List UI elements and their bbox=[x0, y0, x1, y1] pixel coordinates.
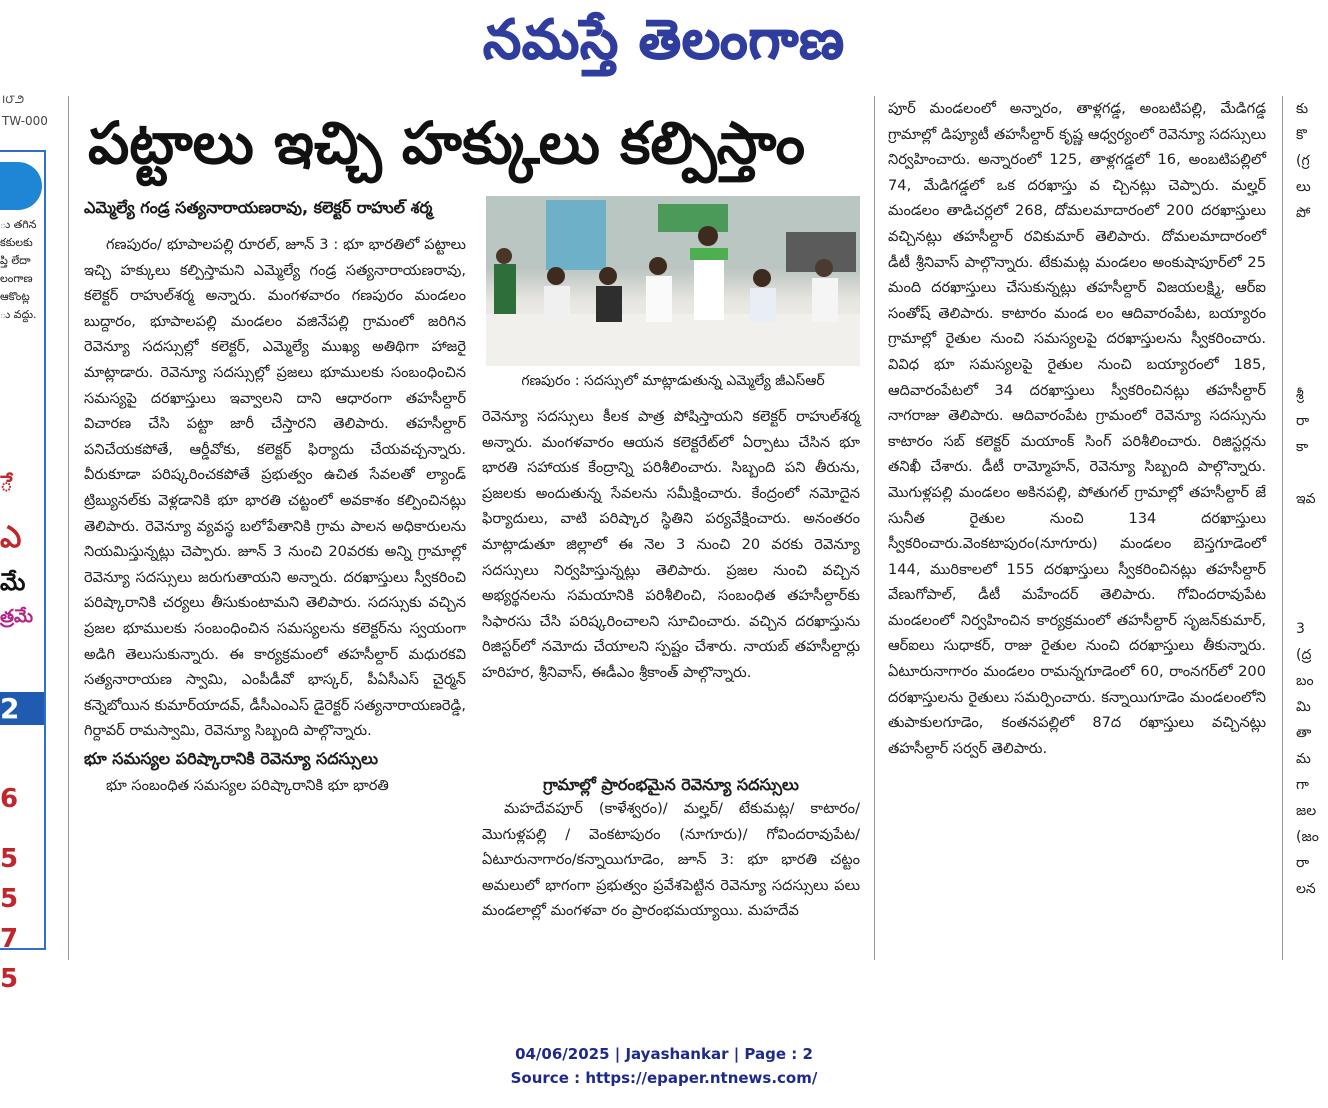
ad-line: ు తగిన bbox=[0, 218, 37, 231]
article-headline: పట్టాలు ఇచ్చి హక్కులు కల్పిస్తాం bbox=[88, 109, 806, 177]
fragment-line bbox=[1296, 538, 1328, 564]
fragment-line: కు bbox=[1296, 101, 1309, 117]
fragment-line bbox=[1296, 512, 1328, 538]
fragment-line bbox=[1296, 226, 1328, 252]
fragment-line: (జం bbox=[1296, 829, 1319, 845]
fragment-line: జల bbox=[1296, 803, 1317, 819]
photo-caption: గణపురం : సదస్సులో మాట్లాడుతున్న ఎమ్మెల్యే జీఎస్‌ఆర్ bbox=[521, 373, 825, 389]
fragment-line bbox=[1296, 278, 1328, 304]
ad-big-text: 5 bbox=[0, 884, 19, 914]
adjacent-article-fragment bbox=[1296, 96, 1328, 966]
column-divider bbox=[68, 96, 69, 960]
ad-big-text: 5 bbox=[0, 844, 19, 874]
fragment-line bbox=[1296, 304, 1328, 330]
fragment-line bbox=[1296, 330, 1328, 356]
fragment-line bbox=[1296, 590, 1328, 616]
ad-big-text: 7 bbox=[0, 924, 19, 954]
ad-big-text: 5 bbox=[0, 964, 19, 994]
article-subheading: గ్రామాల్లో ప్రారంభమైన రెవెన్యూ సదస్సులు bbox=[543, 775, 799, 794]
ad-line: ప్తి లేదా bbox=[0, 254, 31, 267]
ad-big-text: ఎ bbox=[0, 520, 22, 555]
article-column-3 bbox=[888, 96, 1266, 966]
footer-source-url: Source : https://epaper.ntnews.com/ bbox=[510, 1069, 818, 1087]
fragment-line: బం bbox=[1296, 673, 1314, 689]
fragment-line: తా bbox=[1296, 725, 1312, 741]
footer-date-edition: 04/06/2025 | Jayashankar | Page : 2 bbox=[515, 1045, 813, 1063]
masthead-logo: నమస్తే తెలంగాణ bbox=[483, 8, 845, 71]
ad-big-text: ే bbox=[0, 472, 13, 497]
fragment-line: మ bbox=[1296, 751, 1311, 767]
edition-number: ౹౮౨ bbox=[2, 92, 25, 106]
ad-big-text: 6 bbox=[0, 784, 19, 814]
fragment-line: మి bbox=[1296, 699, 1311, 715]
fragment-line: (గ్ర bbox=[1296, 153, 1310, 169]
article-column-1 bbox=[84, 232, 466, 962]
fragment-line: లన bbox=[1296, 881, 1316, 897]
fragment-line: కొ bbox=[1296, 127, 1307, 143]
article-paragraph: గణపురం/ భూపాలపల్లి రూరల్, జూన్ 3 : భూ భారతిలో పట్టాలు ఇచ్చి హక్కులు కల్పిస్తామని ఎమ్మెల్యే గండ్ర సత్యనారాయణరావు, కలెక్టర్ రాహుల్‌శర్మ అన్నారు. మంగళవారం గణపురం మండలం బుద్దారం, భూపాలపల్లి మండలం వజినేపల్లి గ్రామంలో జరిగిన రెవెన్యూ సదస్సుల్లో కలెక్టర్, ఎమ్మెల్యే ముఖ్య అతిథిగా హాజరై మాట్లాడారు. రెవెన్యూ సదస్సుల్లో ప్రజలు భూములకు సంబంధించిన సమస్యపై దరఖాస్తులు ఇవ్వాలని దాని ఆధారంగా తహసీల్దార్ విచారణ చేసి పట్టా జారీ చేస్తారని తెలిపారు. తహసీల్దార్ పనిచేయకపోతే, ఆర్డీవోకు, కలెక్టర్ ఫిర్యాదు చేయవచ్చన్నారు. వీరుకూడా పరిష్కరించకపోతే ప్రభుత్వం ఉచిత సేవలతో ల్యాండ్ ట్రిబ్యునల్‌కు వెళ్లడానికి భూ భారతి చట్టంలో అవకాశం కల్పించినట్లు తెలిపారు. రెవెన్యూ వ్యవస్థ బలోపేతానికి గ్రామ పాలన అధికారులను నియమిస్తున్నట్లు చెప్పారు. జూన్ 3 నుంచి 20వరకు అన్ని గ్రామాల్లో రెవెన్యూ సదస్సులు జరుగుతాయని అన్నారు. దరఖాస్తులు స్వీకరించి పరిష్కారానికి చర్యలు తీసుకుంటామని తెలిపారు. సదస్సుకు వచ్చిన ప్రజల భూములకు సంబంధించిన సమస్యలను కలెక్టర్‌ను స్వయంగా అడిగి తెలుసుకున్నారు. ఈ కార్యక్రమంలో తహసీల్దార్ మధురకవి సత్యనారాయణ స్వామి, ఎంపీడీవో భాస్కర్, పీఏసీఎస్ చైర్మన్ కన్నెబోయిన కుమార్‌యాదవ్, డీసీఎంఎస్ డైరెక్టర్ సత్యనారాయణరెడ్డి, గిర్దావర్ రామస్వామి, రెవెన్యూ సిబ్బంది పాల్గొన్నారు. bbox=[84, 236, 466, 740]
page-footer bbox=[0, 1042, 1328, 1090]
ad-line: లంగాణ bbox=[0, 272, 33, 285]
column-divider bbox=[1282, 96, 1283, 960]
fragment-line bbox=[1296, 356, 1328, 382]
edition-code: TW-000 bbox=[2, 114, 48, 128]
article-paragraph: మహదేవపూర్ (కాళేశ్వరం)/ మల్హర్/ టేకుమట్ల/ కాటారం/ మొగుళ్లపల్లి / వెంకటాపురం (నూగూరు)/ గోవిందరావుపేట/ ఏటూరునాగారం/కన్నాయిగూడెం, జూన్ 3: భూ భారతి చట్టం అమలులో భాగంగా ప్రభుత్వం ప్రవేశపెట్టిన రెవెన్యూ సదస్సులు పలు మండలాల్లో మంగళవా రం ప్రారంభమయ్యాయి. మహదేవ bbox=[482, 800, 860, 920]
fragment-line: ఇవ bbox=[1296, 491, 1316, 507]
fragment-line: రా bbox=[1296, 855, 1310, 871]
article-paragraph: రెవెన్యూ సదస్సులు కీలక పాత్ర పోషిస్తాయని కలెక్టర్ రాహుల్‌శర్మ అన్నారు. మంగళవారం ఆయన కలెక్టరేట్‌లో ఏర్పాటు చేసిన భూ భారతి సహాయక కేంద్రాన్ని పరిశీలించారు. సిబ్బంది పని తీరును, ప్రజలకు అందుతున్న సేవలను సమీక్షించారు. కేంద్రంలో నమోదైన ఫిర్యాదులు, వాటి పరిష్కార స్థితిని పర్యవేక్షించారు. అనంతరం మాట్లాడుతూ జిల్లాలో ఈ నెల 3 నుంచి 20 వరకు రెవెన్యూ సదస్సులు నిర్వహిస్తున్నట్లు తెలిపారు. ప్రజల నుంచి వచ్చిన అభ్యర్థనలను సమయానికి పరిశీలించి, సంబంధిత తహసీల్దార్‌కు సిఫారసు చేసి పరిష్కరించాలని సూచించారు. వచ్చిన దరఖాస్తును రిజిస్టర్‌లో నమోదు చేయాలని స్పష్టం చేశారు. నాయబ్ తహసీల్దార్లు హరిహర, శ్రీనివాస్, ఈడీఎం శ్రీకాంత్ పాల్గొన్నారు. bbox=[482, 408, 860, 681]
fragment-line bbox=[1296, 564, 1328, 590]
fragment-line: (ద్ర bbox=[1296, 647, 1312, 663]
fragment-line: రా bbox=[1296, 413, 1310, 429]
article-photo bbox=[486, 196, 860, 366]
fragment-line: 3 bbox=[1296, 621, 1305, 637]
fragment-line bbox=[1296, 460, 1328, 486]
ad-line: కకులకు bbox=[0, 236, 33, 249]
ad-line: ు వద్దు. bbox=[0, 308, 37, 321]
article-paragraph: పూర్ మండలంలో అన్నారం, తాళ్లగడ్డ, అంబటిపల్లి, మేడిగడ్డ గ్రామాల్లో డిప్యూటీ తహసీల్దార్ కృష్ణ ఆధ్వర్యంలో రెవెన్యూ సదస్సులు నిర్వహించారు. అన్నారంలో 125, తాళ్లగడ్డలో 16, అంబటిపల్లిలో 74, మేడిగడ్డలో ఒక దరఖాస్తు వ చ్చినట్లు చెప్పారు. మల్హర్ మండలం తాడిచర్లలో 268, దోమలమాదారంలో 200 దరఖాస్తులు వచ్చినట్లు తహసీల్దార్ రవికుమార్ తెలిపారు. దోమలమాదారంలో డీటీ శ్రీనివాస్ పాల్గొన్నారు. టేకుమట్ల మండలం అంకుషాపూర్‌లో 25 మంది దరఖాస్తులు చేసుకున్నట్లు తహసీల్దార్ విజయలక్ష్మి, ఆర్ఐ సంతోష్ తెలిపారు. కాటారం మండ లం ఆదివారంపేట, బయ్యారం గ్రామాల్లో రైతుల నుంచి సమస్యలపై దరఖాస్తులను స్వీకరించారు. వివిధ భూ సమస్యలపై రైతుల నుంచి బయ్యారంలో 185, ఆదివారంపేటలో 34 దరఖాస్తులు స్వీకరించినట్లు తహసీల్దార్ నాగరాజు తెలిపారు. ఆదివారంపేట గ్రామంలో రెవెన్యూ సదస్సును కాటారం సబ్ కలెక్టర్ మయాంక్ సింగ్ పరిశీలించారు. రిజిస్టర్లను తనిఖీ చేశారు. డీటీ రామ్మోహన్, రెవెన్యూ సిబ్బంది పాల్గొన్నారు. మొగుళ్లపల్లి మండలం అకినపల్లి, పోతుగల్ గ్రామాల్లో తహసీల్దార్ జే సునీత రైతుల నుంచి 134 దరఖాస్తులు స్వీకరించారు.వెంకటాపురం(నూగూరు) మండలం బెస్తగూడెంలో 144, మురికాలలో 155 దరఖాస్తులు స్వీకరించినట్లు తహసీల్దార్ వేణుగోపాల్, డీటీ మహేందర్ తెలిపారు. గోవిందరావుపేట మండలంలో నిర్వహించిన కార్యక్రమంలో తహసీల్దార్ సృజన్‌కుమార్, ఆర్ఐలు సుధాకర్, రాజు రైతుల నుంచి దరఖాస్తులు తీకున్నారు. ఏటూరునాగారం మండలం రామన్నగూడెంలో 60, రాంనగర్‌లో 200 దరఖాస్తులను రైతులు సమర్పించారు. కన్నాయిగూడెం మండలంలోని తుపాకులగూడెం, కంతనపల్లిలో 87ద రఖాస్తులు వచ్చినట్లు తహసీల్దార్ సర్వర్ తెలిపారు. bbox=[888, 100, 1266, 757]
fragment-line: శ్రీ bbox=[1296, 387, 1304, 403]
fragment-line: లు bbox=[1296, 179, 1311, 195]
ad-graphic bbox=[0, 162, 42, 210]
column-divider bbox=[874, 96, 875, 960]
article-byline: ఎమ్మెల్యే గండ్ర సత్యనారాయణరావు, కలెక్టర్ రాహుల్ శర్మ bbox=[84, 198, 433, 217]
fragment-line: పో bbox=[1296, 205, 1311, 221]
article-subheading: భూ సమస్యల పరిష్కారానికి రెవెన్యూ సదస్సులు bbox=[84, 748, 378, 768]
fragment-line bbox=[1296, 252, 1328, 278]
advertisement-box bbox=[0, 150, 46, 994]
fragment-line: గా bbox=[1296, 777, 1309, 793]
article-column-2-lower bbox=[482, 796, 860, 966]
left-adjacent-column bbox=[0, 92, 52, 994]
fragment-line: కా bbox=[1296, 439, 1309, 455]
photo-illustration bbox=[486, 196, 860, 366]
ad-big-text: మే bbox=[0, 568, 26, 596]
ad-line: ఆకొంట్ల bbox=[0, 290, 30, 303]
article-paragraph: భూ సంబంధిత సమస్యల పరిష్కారానికి భూ భారతి bbox=[106, 777, 389, 795]
article-column-2 bbox=[482, 404, 860, 776]
ad-text-lines bbox=[0, 216, 44, 324]
ad-big-text: త్రమే bbox=[0, 606, 34, 627]
ad-big-text: 2 bbox=[0, 692, 44, 725]
